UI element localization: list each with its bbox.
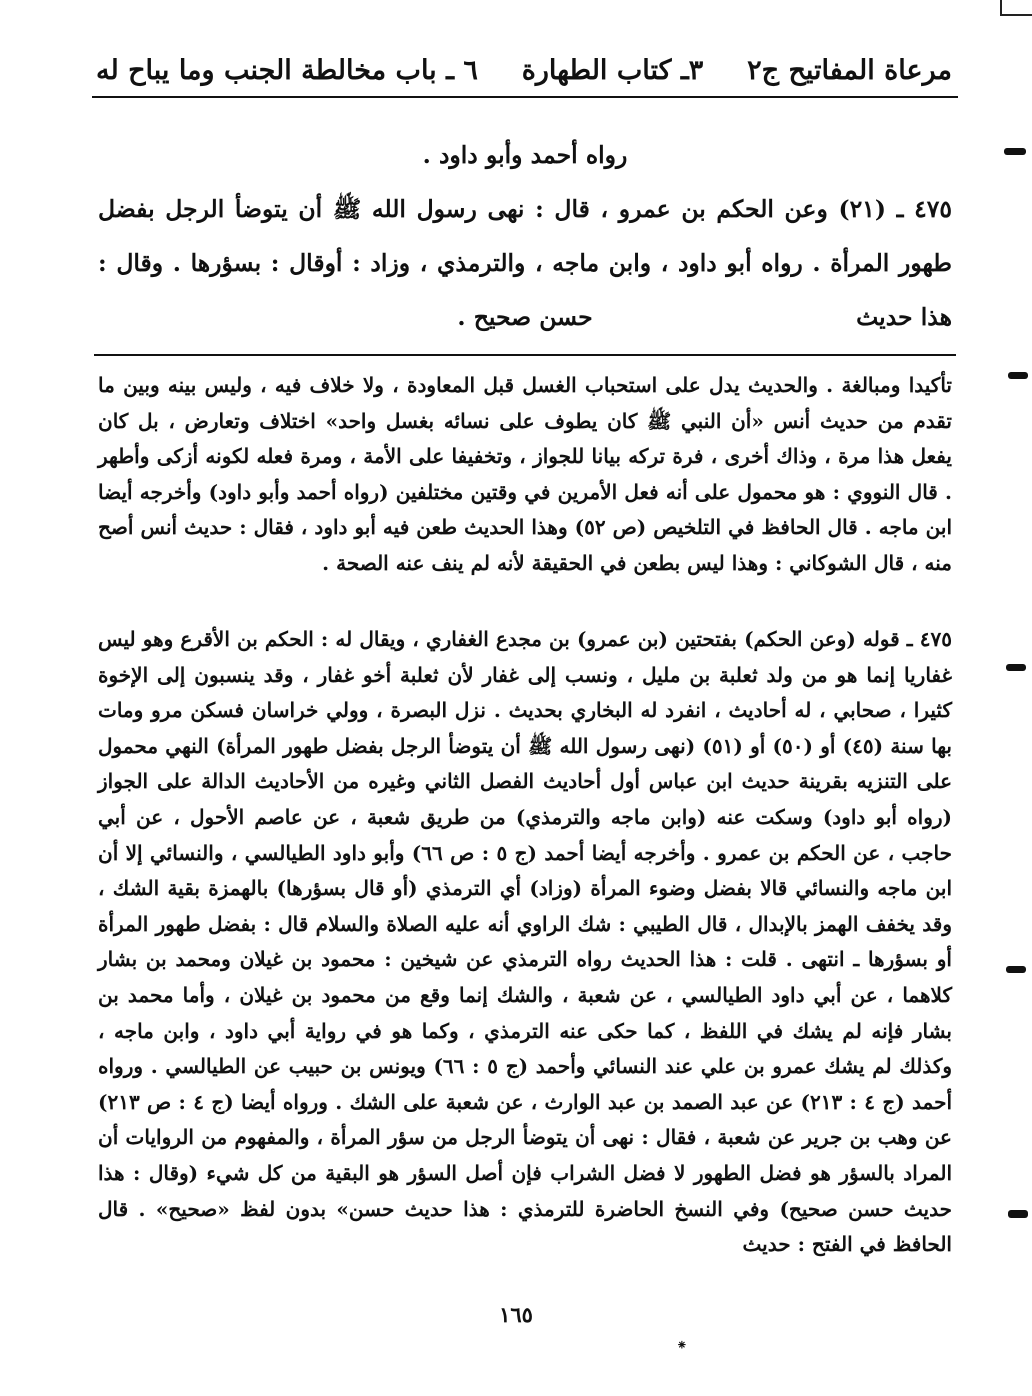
commentary-divider	[94, 354, 956, 356]
commentary-text-2: ٤٧٥ ـ قوله (وعن الحكم) بفتحتين (بن عمرو) بن مجدع الغفاري ، ويقال له : الحكم بن الأقرع وهو ليس غفاريا إنما هو من ولد ثعلبة بن مليل ، ونسب إلى غفار لأن ثعلبة أخو غفار ، وقد ينسبون إلى الإخوة كثيرا ، صحابي ، له أحاديث ، انفرد له البخاري بحديث . نزل البصرة ، وولي خراسان فسكن مرو ومات بها سنة (٤٥) أو (٥٠) أو (٥١) (نهى رسول الله ﷺ أن يتوضأ الرجل بفضل طهور المرأة) النهي محمول على التنزيه بقرينة حديث ابن عباس أول أحاديث الفصل الثاني وغيره من الأحاديث الدالة على الجواز (رواه أبو داود) وسكت عنه (وابن ماجه والترمذي) من طريق شعبة ، عن عاصم الأحول ، عن أبي حاجب ، عن الحكم بن عمرو . وأخرجه أيضا أحمد (ج ٥ : ص ٦٦) وأبو داود الطيالسي ، والنسائي إلا أن ابن ماجه والنسائي قالا بفضل وضوء المرأة (وزاد) أي الترمذي (أو قال بسؤرها) بالهمزة بقية الشك ، وقد يخفف الهمز بالإبدال ، قال الطيبي : شك الراوي أنه عليه الصلاة والسلام قال : بفضل طهور المرأة أو بسؤرها ـ انتهى . قلت : هذا الحديث رواه الترمذي عن شيخين : محمود بن غيلان ومحمد بن بشار كلاهما ، عن أبي داود الطيالسي ، عن شعبة ، والشك إنما وقع من محمود بن غيلان ، وأما محمد بن بشار فإنه لم يشك في اللفظ ، كما حكى عنه الترمذي ، وكما هو في رواية أبي داود ، وابن ماجه ، وكذلك لم يشك عمرو بن علي عند النسائي وأحمد (ج ٥ : ٦٦) ويونس بن حبيب عن الطيالسي . ورواه أحمد (ج ٤ : ٢١٣) عن عبد الصمد بن عبد الوارث ، عن شعبة على الشك . ورواه أيضا (ج ٤ : ص ٢١٣) عن وهب بن جرير عن شعبة ، فقال : نهى أن يتوضأ الرجل من سؤر المرأة ، والمفهوم من الروايات أن المراد بالسؤر هو فضل الطهور لا فضل الشراب فإن أصل السؤر هو البقية من كل شيء (وقال : هذا حديث حسن صحيح) وفي النسخ الحاضرة للترمذي : هذا حديث حسن» بدون لفظ «صحيح» . قال الحافظ في الفتح : حديث	[98, 627, 953, 1257]
commentary-paragraph-1	[98, 368, 952, 582]
margin-mark	[1006, 966, 1026, 973]
header-book-section: ٣ـ كتاب الطهارة	[521, 54, 704, 86]
hadith-closing-line: حسن صحيح .	[457, 303, 593, 331]
scan-corner-mark	[1000, 0, 1032, 16]
margin-mark	[1004, 148, 1026, 155]
page-number: ١٦٥	[499, 1302, 533, 1327]
header-book-title: مرعاة المفاتيح ج٢	[747, 54, 952, 86]
margin-mark	[1006, 664, 1026, 671]
scan-speck: ⁕	[676, 1338, 688, 1354]
header-divider	[92, 96, 958, 98]
hadith-opening-line: رواه أحمد وأبو داود .	[422, 141, 628, 169]
commentary-paragraph-2	[98, 622, 952, 1263]
running-header	[96, 50, 952, 90]
header-chapter-title: ٦ ـ باب مخالطة الجنب وما يباح له	[96, 54, 478, 86]
commentary-text-1: تأكيدا ومبالغة . والحديث يدل على استحباب الغسل قبل المعاودة ، ولا خلاف فيه ، وليس بينه وبين ما تقدم من حديث أنس «أن النبي ﷺ كان يطوف على نسائه بغسل واحد» اختلاف وتعارض ، بل كان يفعل هذا مرة ، وذاك أخرى ، فرة تركه بيانا للجواز ، وتخفيفا على الأمة ، ومرة فعله لكونه أزكى وأطهر . قال النووي : هو محمول على أنه فعل الأمرين في وقتين مختلفين (رواه أحمد وأبو داود) وأخرجه أيضا ابن ماجه . قال الحافظ في التلخيص (ص ٥٢) وهذا الحديث طعن فيه أبو داود ، فقال : حديث أنس أصح منه ، قال الشوكاني : وهذا ليس بطعن في الحقيقة لأنه لم ينف عنه الصحة .	[98, 373, 952, 575]
margin-mark	[1008, 372, 1028, 379]
margin-mark	[1008, 1210, 1028, 1218]
hadith-paragraph: ٤٧٥ ـ (٢١) وعن الحكم بن عمرو ، قال : نهى رسول الله ﷺ أن يتوضأ الرجل بفضل طهور المرأة . رواه أبو داود ، وابن ماجه ، والترمذي ، وزاد : أوقال : بسؤرها . وقال : هذا حديث	[98, 195, 952, 331]
